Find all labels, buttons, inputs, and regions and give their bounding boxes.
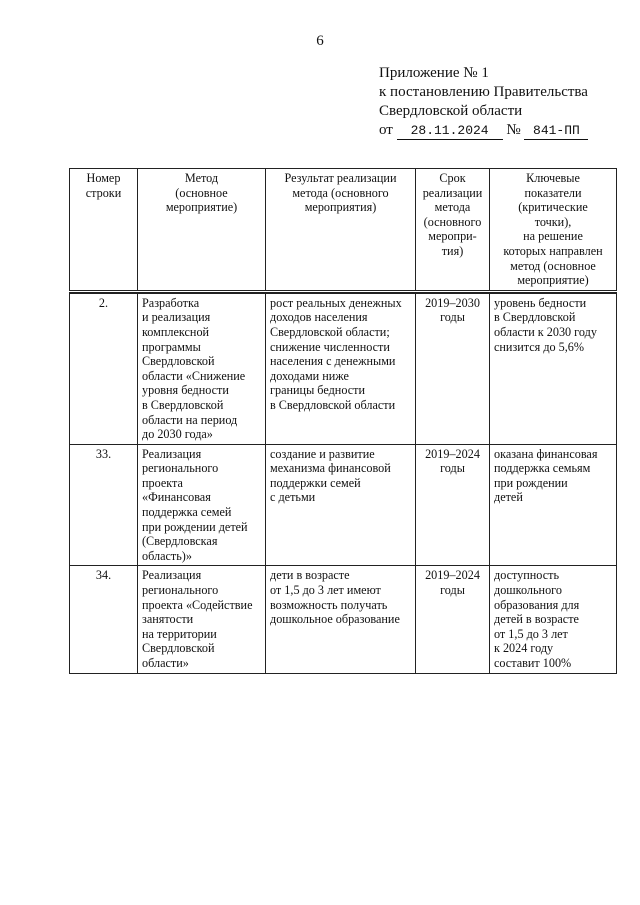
header-method: Метод (основное мероприятие) [138, 169, 266, 292]
number-prefix: № [506, 122, 521, 138]
appendix-title: Приложение № 1 [379, 65, 489, 81]
table-row [70, 444, 617, 566]
row-method: Реализация регионального проекта «Финансовая поддержка семей при рождении детей (Свердловская область)» [138, 444, 266, 566]
appendix-resolution: к постановлению Правительства [379, 84, 588, 100]
row-term: 2019–2030 годы [416, 293, 490, 444]
row-number: 2. [70, 293, 138, 444]
table-row [70, 293, 617, 444]
row-kpi: оказана финансовая поддержка семьям при рождении детей [490, 444, 617, 566]
appendix-date-line [379, 121, 629, 140]
header-kpi: Ключевые показатели (критические точки), на решение которых направлен метод (основное мероприятие) [490, 169, 617, 292]
resolution-number: 841-ПП [524, 123, 588, 140]
row-method: Реализация регионального проекта «Содействие занятости на территории Свердловской области» [138, 566, 266, 673]
row-term: 2019–2024 годы [416, 444, 490, 566]
header-term: Срок реализации метода (основного меропри- тия) [416, 169, 490, 292]
row-number: 33. [70, 444, 138, 566]
row-kpi: доступность дошкольного образования для детей в возрасте от 1,5 до 3 лет к 2024 году составит 100% [490, 566, 617, 673]
page-number: 6 [316, 33, 324, 49]
row-result: создание и развитие механизма финансовой поддержки семей с детьми [266, 444, 416, 566]
row-number: 34. [70, 566, 138, 673]
row-result: рост реальных денежных доходов населения Свердловской области; снижение численности населения с денежными доходами ниже границы бедности в Свердловской области [266, 293, 416, 444]
resolution-date: 28.11.2024 [397, 123, 503, 140]
row-kpi: уровень бедности в Свердловской области к 2030 году снизится до 5,6% [490, 293, 617, 444]
row-method: Разработка и реализация комплексной программы Свердловской области «Снижение уровня бедности в Свердловской области на период до 2030 года» [138, 293, 266, 444]
row-term: 2019–2024 годы [416, 566, 490, 673]
header-result: Результат реализации метода (основного мероприятия) [266, 169, 416, 292]
table-row [70, 566, 617, 673]
appendix-region: Свердловской области [379, 103, 523, 119]
row-result: дети в возрасте от 1,5 до 3 лет имеют возможность получать дошкольное образование [266, 566, 416, 673]
methods-table [69, 168, 617, 674]
table-header-row [70, 169, 617, 292]
date-prefix: от [379, 122, 393, 138]
appendix-block [379, 64, 629, 140]
header-row-number: Номер строки [70, 169, 138, 292]
